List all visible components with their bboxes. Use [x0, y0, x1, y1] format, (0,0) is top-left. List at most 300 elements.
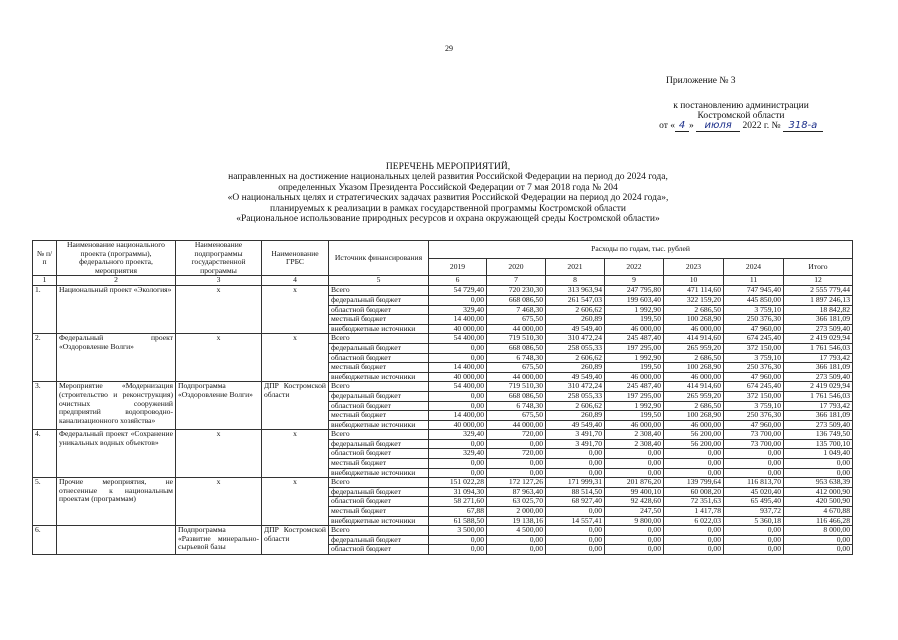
year-value: 2 606,62 [546, 401, 605, 411]
year-value: 0,00 [546, 526, 605, 536]
funding-source: Всего [329, 526, 429, 536]
row-number: 3. [33, 382, 57, 430]
total-value: 2 419 029,94 [784, 382, 853, 392]
header-subprogram: Наименование подпрограммы государственной программы [176, 241, 262, 276]
year-value: 0,00 [664, 535, 724, 545]
order-reference [632, 101, 850, 132]
total-value: 116 466,28 [784, 516, 853, 526]
year-value: 329,40 [429, 449, 487, 459]
funding-source: федеральный бюджет [329, 295, 429, 305]
funding-source: областной бюджет [329, 449, 429, 459]
year-value: 199,50 [605, 363, 664, 373]
year-value: 201 876,20 [605, 478, 664, 488]
column-index: 3 [176, 276, 262, 286]
year-value: 0,00 [724, 468, 784, 478]
year-value: 0,00 [546, 507, 605, 517]
year-value: 65 495,40 [724, 497, 784, 507]
total-value: 4 670,88 [784, 507, 853, 517]
year-value: 40 000,00 [429, 372, 487, 382]
year-value: 3 759,10 [724, 353, 784, 363]
year-value: 49 549,40 [546, 324, 605, 334]
row-number: 1. [33, 286, 57, 334]
heading-line-3: определенных Указом Президента Российской Федерации от 7 мая 2018 года № 204 [278, 182, 618, 193]
year-value: 245 487,40 [605, 334, 664, 344]
grbs-name: х [262, 334, 329, 382]
year-value: 372 150,00 [724, 391, 784, 401]
year-value: 0,00 [429, 401, 487, 411]
year-value: 116 813,70 [724, 478, 784, 488]
year-value: 0,00 [546, 545, 605, 555]
year-value: 720,00 [487, 449, 546, 459]
year-value: 0,00 [546, 449, 605, 459]
year-value: 199,50 [605, 411, 664, 421]
year-value: 61 588,50 [429, 516, 487, 526]
year-value: 0,00 [605, 459, 664, 469]
total-value: 273 509,40 [784, 324, 853, 334]
total-value: 0,00 [784, 535, 853, 545]
year-value: 250 376,30 [724, 363, 784, 373]
year-value: 40 000,00 [429, 324, 487, 334]
year-value: 0,00 [724, 526, 784, 536]
year-value: 0,00 [487, 545, 546, 555]
year-value: 6 022,03 [664, 516, 724, 526]
year-value: 199 603,40 [605, 295, 664, 305]
funding-source: Всего [329, 382, 429, 392]
year-value: 0,00 [724, 535, 784, 545]
year-value: 0,00 [429, 535, 487, 545]
funding-source: Всего [329, 430, 429, 440]
header-year: 2021 [546, 258, 605, 276]
year-value: 5 360,18 [724, 516, 784, 526]
total-value: 420 500,90 [784, 497, 853, 507]
header-grbs: Наименование ГРБС [262, 241, 329, 276]
year-value: 0,00 [664, 526, 724, 536]
year-value: 4 500,00 [487, 526, 546, 536]
header-total: Итого [784, 258, 853, 276]
year-value: 0,00 [429, 545, 487, 555]
year-value: 258 055,33 [546, 343, 605, 353]
table-row [33, 526, 853, 536]
column-index: 6 [429, 276, 487, 286]
year-value: 14 557,41 [546, 516, 605, 526]
funding-source: федеральный бюджет [329, 343, 429, 353]
funding-source: областной бюджет [329, 353, 429, 363]
year-value: 322 159,20 [664, 295, 724, 305]
total-value: 2 419 029,94 [784, 334, 853, 344]
column-index: 11 [724, 276, 784, 286]
total-value: 366 181,09 [784, 411, 853, 421]
year-value: 668 086,50 [487, 295, 546, 305]
year-value: 49 549,40 [546, 420, 605, 430]
year-value: 100 268,90 [664, 363, 724, 373]
measure-name: Прочие мероприятия, не отнесенные к национальным проектам (программам) [57, 478, 176, 526]
year-value: 40 000,00 [429, 420, 487, 430]
funding-source: областной бюджет [329, 545, 429, 555]
year-value: 445 850,00 [724, 295, 784, 305]
year-value: 44 000,00 [487, 420, 546, 430]
year-value: 7 468,30 [487, 305, 546, 315]
funding-source: местный бюджет [329, 411, 429, 421]
table-row [33, 430, 853, 440]
total-value: 1 049,40 [784, 449, 853, 459]
column-index-row [33, 276, 853, 286]
subprogram-name: х [176, 478, 262, 526]
year-value: 139 799,64 [664, 478, 724, 488]
year-value: 0,00 [605, 526, 664, 536]
year-value: 46 000,00 [664, 420, 724, 430]
funding-source: Всего [329, 286, 429, 296]
year-value: 0,00 [605, 468, 664, 478]
total-value: 1 761 546,03 [784, 391, 853, 401]
funding-source: федеральный бюджет [329, 535, 429, 545]
year-value: 0,00 [429, 459, 487, 469]
measure-name: Национальный проект «Экология» [57, 286, 176, 334]
year-value: 719 510,30 [487, 334, 546, 344]
year-value: 47 960,00 [724, 420, 784, 430]
year-value: 258 055,33 [546, 391, 605, 401]
year-value: 2 606,62 [546, 353, 605, 363]
year-value: 313 963,94 [546, 286, 605, 296]
year-value: 0,00 [429, 468, 487, 478]
column-index: 5 [329, 276, 429, 286]
order-number: 318-а [783, 121, 823, 132]
year-value: 68 927,40 [546, 497, 605, 507]
year-value: 0,00 [429, 353, 487, 363]
order-month: июля [696, 121, 740, 132]
year-value: 31 094,30 [429, 487, 487, 497]
year-value: 0,00 [429, 295, 487, 305]
funding-source: местный бюджет [329, 363, 429, 373]
heading-line-5: планируемых к реализации в рамках государственной программы Костромской области [270, 203, 626, 214]
total-value: 273 509,40 [784, 420, 853, 430]
row-number: 6. [33, 526, 57, 555]
total-value: 2 555 779,44 [784, 286, 853, 296]
year-value: 747 945,40 [724, 286, 784, 296]
year-value: 674 245,40 [724, 382, 784, 392]
table-row [33, 478, 853, 488]
measures-table [32, 240, 853, 555]
order-line-1: к постановлению администрации [673, 101, 809, 111]
header-year: 2023 [664, 258, 724, 276]
year-value: 2 000,00 [487, 507, 546, 517]
header-year: 2020 [487, 258, 546, 276]
header-source: Источник финансирования [329, 241, 429, 276]
year-value: 3 491,70 [546, 430, 605, 440]
year-value: 0,00 [546, 459, 605, 469]
year-value: 719 510,30 [487, 382, 546, 392]
year-value: 172 127,26 [487, 478, 546, 488]
subprogram-name: х [176, 286, 262, 334]
year-value: 250 376,30 [724, 411, 784, 421]
year-value: 720 230,30 [487, 286, 546, 296]
year-value: 87 963,40 [487, 487, 546, 497]
row-number: 2. [33, 334, 57, 382]
subprogram-name: х [176, 334, 262, 382]
year-value: 668 086,50 [487, 343, 546, 353]
funding-source: федеральный бюджет [329, 439, 429, 449]
column-index: 12 [784, 276, 853, 286]
year-value: 44 000,00 [487, 324, 546, 334]
year-value: 414 914,60 [664, 334, 724, 344]
year-value: 46 000,00 [605, 324, 664, 334]
year-value: 46 000,00 [664, 324, 724, 334]
header-year: 2024 [724, 258, 784, 276]
funding-source: областной бюджет [329, 305, 429, 315]
year-value: 471 114,60 [664, 286, 724, 296]
year-value: 58 271,60 [429, 497, 487, 507]
subprogram-name: Подпрограмма «Оздоровление Волги» [176, 382, 262, 430]
heading-line-4: «О национальных целях и стратегических задачах развития Российской Федерации на период до 2024 года», [227, 193, 669, 204]
year-value: 6 748,30 [487, 353, 546, 363]
year-value: 6 748,30 [487, 401, 546, 411]
total-value: 17 793,42 [784, 353, 853, 363]
year-value: 9 800,00 [605, 516, 664, 526]
total-value: 273 509,40 [784, 372, 853, 382]
year-value: 92 428,60 [605, 497, 664, 507]
year-value: 2 686,50 [664, 353, 724, 363]
year-value: 675,50 [487, 411, 546, 421]
header-year: 2022 [605, 258, 664, 276]
funding-source: внебюджетные источники [329, 468, 429, 478]
year-value: 45 020,40 [724, 487, 784, 497]
year-value: 44 000,00 [487, 372, 546, 382]
funding-source: Всего [329, 334, 429, 344]
total-value: 366 181,09 [784, 315, 853, 325]
year-value: 0,00 [664, 468, 724, 478]
column-index: 7 [487, 276, 546, 286]
year-value: 1 417,78 [664, 507, 724, 517]
year-value: 414 914,60 [664, 382, 724, 392]
year-value: 73 700,00 [724, 439, 784, 449]
grbs-name: х [262, 430, 329, 478]
year-value: 247 795,80 [605, 286, 664, 296]
funding-source: внебюджетные источники [329, 420, 429, 430]
year-value: 73 700,00 [724, 430, 784, 440]
subprogram-name: Подпрограмма «Развитие минерально-сырьевой базы [176, 526, 262, 555]
year-value: 260,89 [546, 315, 605, 325]
year-value: 245 487,40 [605, 382, 664, 392]
year-value: 310 472,24 [546, 382, 605, 392]
year-value: 675,50 [487, 363, 546, 373]
year-value: 0,00 [429, 343, 487, 353]
table-row [33, 286, 853, 296]
header-name: Наименование национального проекта (программы), федерального проекта, мероприятия [57, 241, 176, 276]
year-value: 60 008,20 [664, 487, 724, 497]
measure-name: Федеральный проект «Сохранение уникальных водных объектов» [57, 430, 176, 478]
year-value: 0,00 [605, 449, 664, 459]
row-number: 4. [33, 430, 57, 478]
header-num: № п/п [33, 241, 57, 276]
year-value: 46 000,00 [664, 372, 724, 382]
order-year: 2022 г. № [742, 121, 781, 131]
year-value: 2 686,50 [664, 401, 724, 411]
header-year: 2019 [429, 258, 487, 276]
year-value: 720,00 [487, 430, 546, 440]
year-value: 3 759,10 [724, 305, 784, 315]
year-value: 14 400,00 [429, 315, 487, 325]
funding-source: внебюджетные источники [329, 324, 429, 334]
year-value: 0,00 [605, 545, 664, 555]
funding-source: областной бюджет [329, 401, 429, 411]
year-value: 199,50 [605, 315, 664, 325]
year-value: 88 514,50 [546, 487, 605, 497]
funding-source: федеральный бюджет [329, 487, 429, 497]
year-value: 100 268,90 [664, 411, 724, 421]
year-value: 0,00 [546, 535, 605, 545]
year-value: 2 686,50 [664, 305, 724, 315]
year-value: 14 400,00 [429, 411, 487, 421]
heading-line-6: «Рациональное использование природных ресурсов и охрана окружающей среды Костромской области» [236, 214, 660, 225]
heading-line-1: ПЕРЕЧЕНЬ МЕРОПРИЯТИЙ, [385, 162, 511, 172]
year-value: 56 200,00 [664, 439, 724, 449]
year-value: 0,00 [664, 545, 724, 555]
total-value: 8 000,00 [784, 526, 853, 536]
year-value: 72 351,63 [664, 497, 724, 507]
year-value: 56 200,00 [664, 430, 724, 440]
year-value: 261 547,03 [546, 295, 605, 305]
year-value: 329,40 [429, 430, 487, 440]
year-value: 0,00 [487, 439, 546, 449]
funding-source: местный бюджет [329, 459, 429, 469]
year-value: 675,50 [487, 315, 546, 325]
year-value: 49 549,40 [546, 372, 605, 382]
year-value: 0,00 [724, 545, 784, 555]
year-value: 0,00 [487, 535, 546, 545]
total-value: 136 749,50 [784, 430, 853, 440]
year-value: 47 960,00 [724, 372, 784, 382]
year-value: 668 086,50 [487, 391, 546, 401]
row-number: 5. [33, 478, 57, 526]
total-value: 1 897 246,13 [784, 295, 853, 305]
year-value: 14 400,00 [429, 363, 487, 373]
year-value: 67,88 [429, 507, 487, 517]
total-value: 0,00 [784, 545, 853, 555]
grbs-name: ДПР Костромской области [262, 526, 329, 555]
year-value: 265 959,20 [664, 343, 724, 353]
order-day: 4 [675, 121, 689, 132]
measure-name: Федеральный проект «Оздоровление Волги» [57, 334, 176, 382]
year-value: 329,40 [429, 305, 487, 315]
year-value: 197 295,00 [605, 343, 664, 353]
year-value: 0,00 [487, 468, 546, 478]
funding-source: Всего [329, 478, 429, 488]
funding-source: внебюджетные источники [329, 372, 429, 382]
year-value: 46 000,00 [605, 372, 664, 382]
year-value: 171 999,31 [546, 478, 605, 488]
funding-source: внебюджетные источники [329, 516, 429, 526]
total-value: 366 181,09 [784, 363, 853, 373]
total-value: 17 793,42 [784, 401, 853, 411]
grbs-name: х [262, 478, 329, 526]
year-value: 3 500,00 [429, 526, 487, 536]
page-number: 29 [445, 44, 453, 53]
year-value: 0,00 [664, 449, 724, 459]
column-index: 9 [605, 276, 664, 286]
order-date-line [632, 121, 850, 132]
funding-source: федеральный бюджет [329, 391, 429, 401]
column-index: 1 [33, 276, 57, 286]
measure-name: Мероприятие «Модернизация (строительство и реконструкция) очистных сооружений предприятий водопроводно-канализационного хозяйства» [57, 382, 176, 430]
funding-source: областной бюджет [329, 497, 429, 507]
subprogram-name: х [176, 430, 262, 478]
grbs-name: ДПР Костромской области [262, 382, 329, 430]
column-index: 4 [262, 276, 329, 286]
year-value: 260,89 [546, 411, 605, 421]
year-value: 260,89 [546, 363, 605, 373]
year-value: 247,50 [605, 507, 664, 517]
total-value: 0,00 [784, 468, 853, 478]
year-value: 0,00 [429, 391, 487, 401]
total-value: 412 000,90 [784, 487, 853, 497]
year-value: 3 759,10 [724, 401, 784, 411]
year-value: 151 022,28 [429, 478, 487, 488]
total-value: 953 638,39 [784, 478, 853, 488]
funding-source: местный бюджет [329, 507, 429, 517]
year-value: 250 376,30 [724, 315, 784, 325]
column-index: 8 [546, 276, 605, 286]
grbs-name: х [262, 286, 329, 334]
year-value: 54 400,00 [429, 334, 487, 344]
year-value: 63 025,70 [487, 497, 546, 507]
order-line-2: Костромской области [697, 111, 785, 121]
column-index: 10 [664, 276, 724, 286]
year-value: 19 138,16 [487, 516, 546, 526]
order-date-mid: » [689, 121, 694, 131]
total-value: 18 842,82 [784, 305, 853, 315]
header-expenses: Расходы по годам, тыс. рублей [429, 241, 853, 259]
year-value: 1 992,90 [605, 353, 664, 363]
year-value: 54 400,00 [429, 382, 487, 392]
total-value: 135 700,10 [784, 439, 853, 449]
funding-source: местный бюджет [329, 315, 429, 325]
table-row [33, 382, 853, 392]
year-value: 0,00 [605, 535, 664, 545]
year-value: 0,00 [664, 459, 724, 469]
table-row [33, 334, 853, 344]
year-value: 47 960,00 [724, 324, 784, 334]
year-value: 310 472,24 [546, 334, 605, 344]
year-value: 1 992,90 [605, 305, 664, 315]
document-heading [120, 162, 776, 224]
year-value: 937,72 [724, 507, 784, 517]
year-value: 0,00 [546, 468, 605, 478]
year-value: 46 000,00 [605, 420, 664, 430]
year-value: 99 400,10 [605, 487, 664, 497]
year-value: 265 959,20 [664, 391, 724, 401]
year-value: 0,00 [724, 449, 784, 459]
year-value: 54 729,40 [429, 286, 487, 296]
year-value: 674 245,40 [724, 334, 784, 344]
year-value: 2 308,40 [605, 439, 664, 449]
year-value: 0,00 [429, 439, 487, 449]
total-value: 0,00 [784, 459, 853, 469]
order-date-prefix: от « [659, 121, 675, 131]
measure-name [57, 526, 176, 555]
year-value: 1 992,90 [605, 401, 664, 411]
year-value: 0,00 [487, 459, 546, 469]
year-value: 2 308,40 [605, 430, 664, 440]
appendix-title: Приложение № 3 [666, 76, 736, 86]
year-value: 3 491,70 [546, 439, 605, 449]
year-value: 197 295,00 [605, 391, 664, 401]
column-index: 2 [57, 276, 176, 286]
year-value: 0,00 [724, 459, 784, 469]
heading-line-2: направленных на достижение национальных целей развития Российской Федерации на период до 2024 года, [228, 172, 668, 183]
year-value: 100 268,90 [664, 315, 724, 325]
year-value: 372 150,00 [724, 343, 784, 353]
total-value: 1 761 546,03 [784, 343, 853, 353]
year-value: 2 606,62 [546, 305, 605, 315]
